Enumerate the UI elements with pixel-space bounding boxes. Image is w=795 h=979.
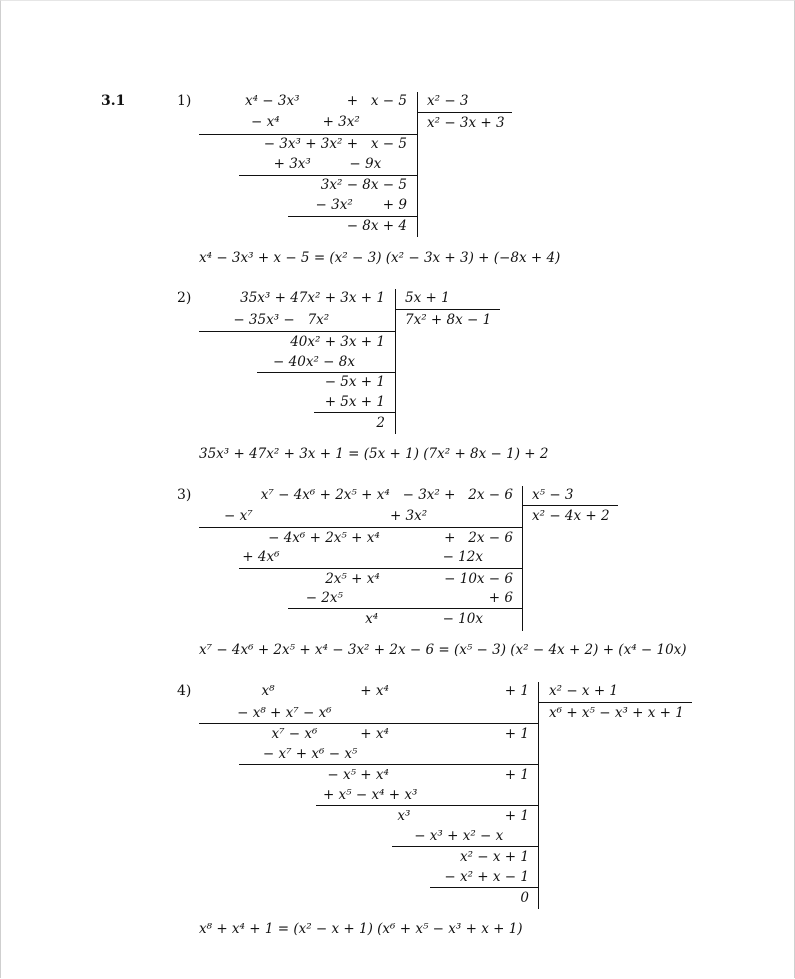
division-row: − x⁸ + x⁷ − x⁶ <box>237 705 529 721</box>
division-row: + 4x⁶ − 12x <box>242 549 513 565</box>
division-row: x⁴ − 3x³ + x − 5 <box>244 93 407 109</box>
section-number: 3.1 <box>101 93 126 109</box>
division-row: − x⁴ + 3x² <box>251 114 407 130</box>
division-row: − x⁷ + x⁶ − x⁵ <box>262 746 529 762</box>
subtraction-line <box>239 568 523 569</box>
division-row: + 5x + 1 <box>324 394 385 410</box>
division-row: 0 <box>520 890 529 906</box>
result-equation: x⁷ − 4x⁶ + 2x⁵ + x⁴ − 3x² + 2x − 6 = (x⁵ − 3) (x² − 4x + 2) + (x⁴ − 10x) <box>199 642 687 658</box>
subtraction-line <box>199 723 539 724</box>
division-row: x³ + 1 <box>397 808 529 824</box>
division-row: x⁷ − 4x⁶ + 2x⁵ + x⁴ − 3x² + 2x − 6 <box>260 487 513 503</box>
problem-number: 4) <box>177 683 192 699</box>
division-row: − 35x³ − 7x² <box>233 312 385 328</box>
division-row: − 4x⁶ + 2x⁵ + x⁴ + 2x − 6 <box>268 530 513 546</box>
result-equation: x⁴ − 3x³ + x − 5 = (x² − 3) (x² − 3x + 3) + (−8x + 4) <box>199 250 561 266</box>
divisor: x² − 3 <box>427 93 469 109</box>
subtraction-line <box>199 331 396 332</box>
divisor: x⁵ − 3 <box>532 487 574 503</box>
division-row: − 3x³ + 3x² + x − 5 <box>263 136 407 152</box>
division-bar <box>395 289 396 434</box>
problem-number: 1) <box>177 93 192 109</box>
division-row: − x³ + x² − x <box>414 828 529 844</box>
quotient: x² − 4x + 2 <box>532 508 610 524</box>
problem-number: 3) <box>177 487 192 503</box>
quotient-line <box>396 309 500 310</box>
division-row: x⁸ + x⁴ + 1 <box>261 683 529 699</box>
quotient: x⁶ + x⁵ − x³ + x + 1 <box>549 705 684 721</box>
subtraction-line <box>392 846 539 847</box>
subtraction-line <box>199 527 523 528</box>
subtraction-line <box>239 764 539 765</box>
division-row: − x⁵ + x⁴ + 1 <box>327 767 529 783</box>
subtraction-line <box>316 805 539 806</box>
division-row: − x⁷ + 3x² <box>224 508 513 524</box>
division-row: − 2x⁵ + 6 <box>305 590 513 606</box>
division-bar <box>522 486 523 631</box>
division-row: 3x² − 8x − 5 <box>320 177 407 193</box>
result-equation: x⁸ + x⁴ + 1 = (x² − x + 1) (x⁶ + x⁵ − x³ + x + 1) <box>199 921 523 937</box>
division-row: x² − x + 1 <box>459 849 529 865</box>
quotient: x² − 3x + 3 <box>427 115 505 131</box>
quotient-line <box>539 702 692 703</box>
division-row: 40x² + 3x + 1 <box>290 334 385 350</box>
subtraction-line <box>288 608 523 609</box>
divisor: 5x + 1 <box>405 290 450 306</box>
division-row: − x² + x − 1 <box>444 869 529 885</box>
quotient: 7x² + 8x − 1 <box>405 312 492 328</box>
subtraction-line <box>199 134 418 135</box>
divisor: x² − x + 1 <box>549 683 619 699</box>
subtraction-line <box>430 887 539 888</box>
subtraction-line <box>288 216 418 217</box>
division-row: − 5x + 1 <box>324 374 385 390</box>
subtraction-line <box>239 175 418 176</box>
problem-number: 2) <box>177 290 192 306</box>
subtraction-line <box>314 412 396 413</box>
division-row: + 3x³ − 9x <box>273 156 407 172</box>
division-row: + x⁵ − x⁴ + x³ <box>322 787 529 803</box>
division-row: x⁷ − x⁶ + x⁴ + 1 <box>271 726 529 742</box>
division-row: − 3x² + 9 <box>315 197 407 213</box>
division-bar <box>538 682 539 909</box>
division-bar <box>417 92 418 237</box>
division-row: x⁴ − 10x <box>365 611 513 627</box>
division-row: − 40x² − 8x <box>273 354 385 370</box>
quotient-line <box>523 505 618 506</box>
division-row: 35x³ + 47x² + 3x + 1 <box>240 290 385 306</box>
result-equation: 35x³ + 47x² + 3x + 1 = (5x + 1) (7x² + 8x − 1) + 2 <box>199 446 549 462</box>
division-row: − 8x + 4 <box>346 218 407 234</box>
subtraction-line <box>257 372 396 373</box>
division-row: 2x⁵ + x⁴ − 10x − 6 <box>325 571 513 587</box>
quotient-line <box>418 112 512 113</box>
division-row: 2 <box>376 415 385 431</box>
